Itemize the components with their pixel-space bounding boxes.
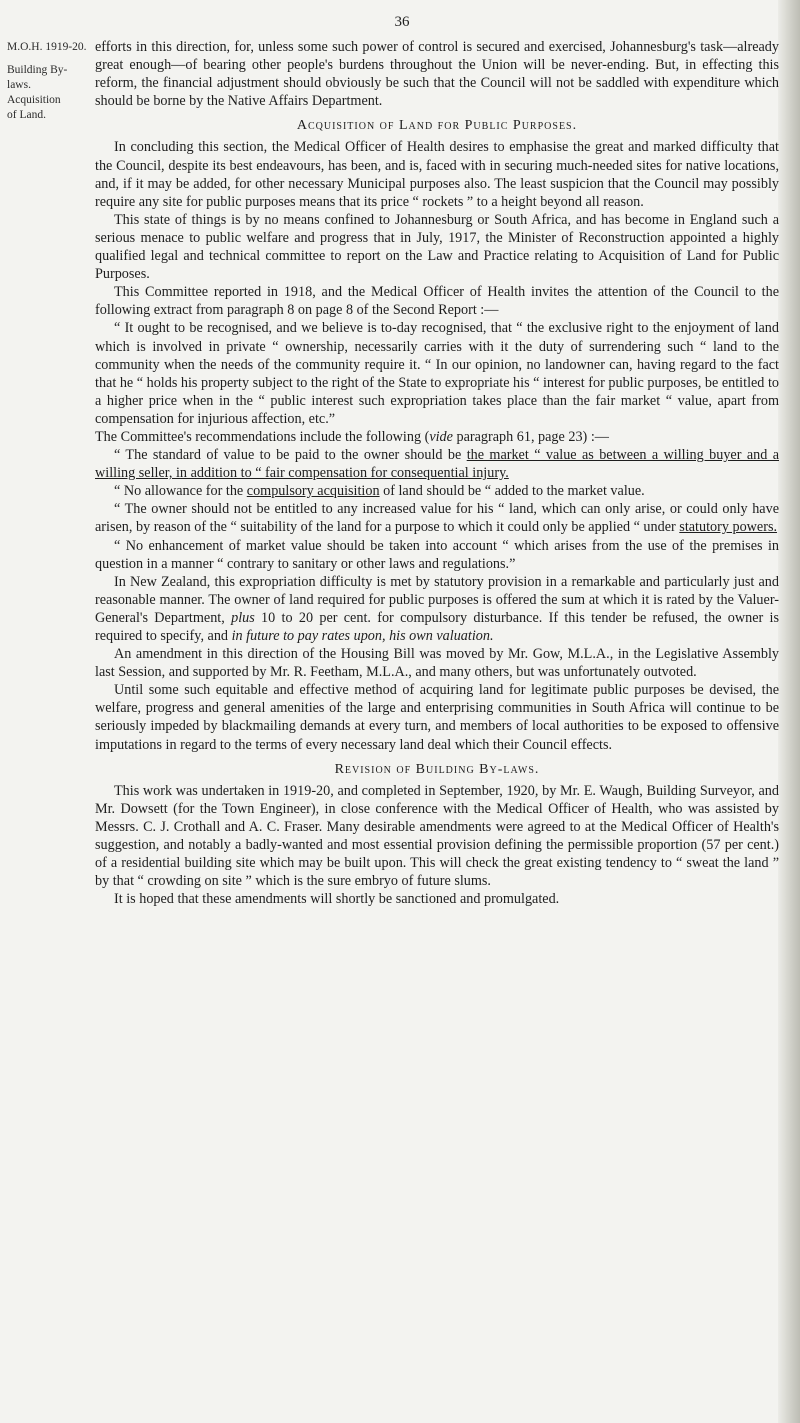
italic-text: in future to pay rates upon, his own valuation. (231, 628, 494, 644)
quotation (95, 482, 779, 500)
quotation (95, 446, 779, 482)
underlined-text: compulsory acquisition (246, 483, 380, 500)
paragraph: This Committee reported in 1918, and the Medical Officer of Health invites the attention of the Council to the following extract from paragraph 8 on page 8 of the Second Report :— (95, 284, 779, 319)
text-run: “ The standard of value to be paid to the owner should be (114, 447, 467, 464)
quotation: “ It ought to be recognised, and we believe is to-day recognised, that “ the exclusive right to the enjoyment of land which is involved in private “ ownership, necessarily carries with it the duty of surrendering such “ land to the community when the needs of the community require it. “ In our opinion, no landowner can, having regard to the fact that he “ holds his property subject to the right of the State to expropriate his “ interest for public purposes, be entitled to a higher price when in the “ public interest such expropriation takes place than the fair market “ value, apart from compensation for injurious affection, etc.” (95, 320, 779, 427)
paragraph: Until some such equitable and effective method of acquiring land for legitimate public purposes be devised, the welfare, progress and general amenities of the large and enterprising communities in South Africa will continue to be seriously impeded by blackmailing demands at every turn, and members of local authorities to be exposed to offensive imputations in regard to the terms of every necessary land deal which their Council effects. (95, 682, 779, 753)
quotation (95, 500, 779, 536)
margin-note-report-ref: M.O.H. 1919-20. (7, 41, 87, 53)
underlined-text: statutory powers. (679, 519, 778, 536)
paragraph: In concluding this section, the Medical Officer of Health desires to emphasise the great and marked difficulty that the Council, despite its best endeavours, has been, and is, faced with in securing much-needed sites for native locations, and, if it may be added, for other necessary Municipal purposes also. The least suspicion that the Council may possibly require any site for public purposes means that its price “ rockets ” to a height beyond all reason. (95, 139, 779, 210)
text-run: 10 to 20 per cent. for compulsory disturbance. If this tender be refused, the owner is required to specify, and (95, 609, 779, 644)
main-text-column (95, 38, 779, 908)
heading-revision-of-building-bylaws: Revision of Building By-laws. (334, 761, 540, 777)
quotation: “ No enhancement of market value should be taken into account “ which arises from the use of the premises in question in a manner “ contrary to sanitary or other laws and regulations.” (95, 537, 779, 572)
heading-acquisition-of-land: Acquisition of Land for Public Purposes. (296, 118, 578, 134)
paragraph: It is hoped that these amendments will shortly be sanctioned and promulgated. (114, 891, 560, 908)
page-edge-shadow (778, 0, 800, 1423)
text-run: The Committee's recommendations include the following ( (95, 428, 430, 445)
text-run: “ The owner should not be entitled to any increased value for his “ land, which can only arise, or could only have arisen, by reason of the “ suitability of the land for a purpose to which it could only be applied “ under (95, 501, 779, 536)
paragraph (95, 428, 779, 446)
text-run: In New Zealand, this expropriation difficulty is met by statutory provision in a remarkable and particularly just and reasonable manner. The owner of land required for public purposes is offered the sum at which it is rated by the Valuer-General's Department, (95, 573, 779, 626)
intro-paragraph: efforts in this direction, for, unless some such power of control is secured and exercised, Johannesburg's task—already great enough—of bearing other people's burdens throughout the Union will be never-ending. But, in effecting this reform, the financial adjustment should obviously be such that the Council will not be saddled with expenditure which should be borne by the Native Affairs Department. (95, 39, 779, 110)
paragraph: This state of things is by no means confined to Johannesburg or South Africa, and has become in England such a serious menace to public welfare and progress that in July, 1917, the Minister of Reconstruction appointed a highly qualified legal and technical committee to report on the Law and Practice relating to Acquisition of Land for Public Purposes. (95, 211, 779, 283)
paragraph: An amendment in this direction of the Housing Bill was moved by Mr. Gow, M.L.A., in the Legislative Assembly last Session, and supported by Mr. R. Feetham, M.L.A., and many others, but was unfortunately outvoted. (95, 646, 779, 681)
italic-plus: plus (231, 609, 255, 626)
underlined-text: the market “ value as between a willing buyer and a willing seller, in addition to “ fair compensation for consequential injury. (95, 447, 779, 482)
margin-note-topic: Building By-laws. Acquisition of Land. (7, 64, 68, 121)
text-run: “ No allowance for the (114, 483, 247, 500)
text-run: of land should be “ added to the market value. (379, 483, 645, 500)
page-number: 36 (394, 14, 410, 30)
paragraph: This work was undertaken in 1919-20, and completed in September, 1920, by Mr. E. Waugh, Building Surveyor, and Mr. Dowsett (for the Town Engineer), in close conference with the Medical Officer of Health, who was assisted by Messrs. C. J. Crothall and A. C. Fraser. Many desirable amendments were agreed to at the Medical Officer of Health's suggestion, and notably a badly-wanted and most essential provision defining the permissible proportion (57 per cent.) of a residential building site which may be built upon. This will check the great existing tendency to “ sweat the land ” by that “ crowding on site ” which is the sure embryo of future slums. (95, 782, 779, 890)
text-run: paragraph 61, page 23) :— (452, 428, 609, 445)
paragraph (95, 573, 779, 645)
italic-vide: vide (429, 428, 453, 445)
